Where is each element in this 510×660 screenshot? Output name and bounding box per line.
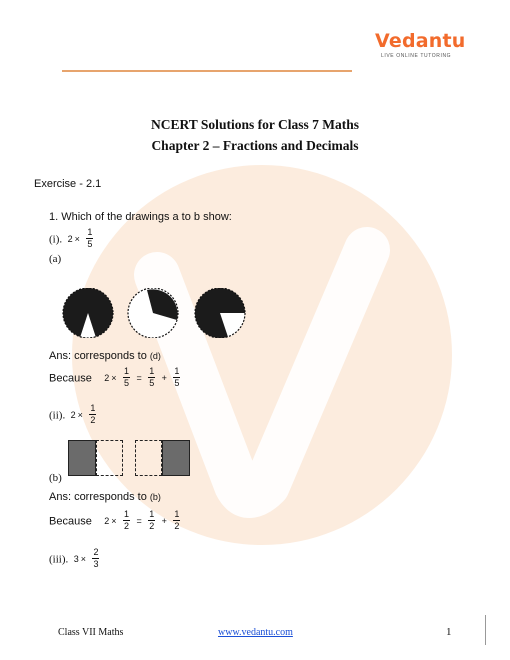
footer-website-link[interactable]: www.vedantu.com — [218, 627, 293, 638]
square-shaded — [68, 440, 96, 476]
whole-number: 3 — [73, 553, 79, 564]
denominator: 2 — [149, 521, 155, 531]
part-label: (ii). — [49, 409, 66, 422]
numerator: 1 — [90, 403, 96, 413]
pie-one-fifth — [128, 288, 178, 338]
numerator: 1 — [124, 509, 130, 519]
part-i-expression — [49, 228, 94, 249]
numerator: 1 — [149, 366, 155, 376]
part-label: (i). — [49, 233, 63, 246]
whole-number: 2 — [70, 409, 76, 420]
equals-sign: = — [136, 515, 142, 526]
footer-class-label: Class VII Maths — [58, 627, 124, 638]
multiply-sign: × — [74, 233, 80, 244]
because-ii — [49, 510, 181, 531]
fraction — [173, 510, 180, 531]
because-label: Because — [49, 515, 92, 528]
multiply-sign: × — [111, 515, 117, 526]
answer-ii — [49, 491, 161, 503]
equals-sign: = — [136, 372, 142, 383]
square-empty — [96, 440, 123, 476]
question-text: 1. Which of the drawings a to b show: — [49, 211, 232, 223]
denominator: 5 — [124, 378, 130, 388]
denominator: 2 — [174, 521, 180, 531]
fraction — [123, 510, 130, 531]
figure-label: (b) — [49, 472, 62, 484]
numerator: 1 — [124, 366, 130, 376]
multiply-sign: × — [80, 553, 86, 564]
numerator: 2 — [93, 547, 99, 557]
pie-shaded-majority — [63, 288, 113, 338]
answer-prefix: Ans: corresponds to — [49, 491, 147, 503]
answer-prefix: Ans: corresponds to — [49, 350, 147, 362]
page-number: 1 — [446, 626, 452, 638]
square-empty — [135, 440, 162, 476]
header-divider — [62, 70, 352, 72]
answer-value: (d) — [149, 351, 161, 361]
multiply-sign: × — [111, 372, 117, 383]
plus-sign: + — [161, 515, 167, 526]
denominator: 5 — [87, 239, 93, 249]
fraction — [148, 510, 155, 531]
because-label: Because — [49, 372, 92, 385]
part-label: (iii). — [49, 553, 69, 566]
fraction — [148, 367, 155, 388]
numerator: 1 — [174, 366, 180, 376]
fraction — [86, 228, 93, 249]
whole-number: 2 — [67, 233, 73, 244]
fraction — [123, 367, 130, 388]
answer-i — [49, 350, 161, 362]
footer-divider — [485, 615, 486, 645]
whole-number: 2 — [104, 515, 110, 526]
square-figures — [68, 440, 198, 478]
logo-wordmark: Vedantu — [375, 30, 466, 52]
numerator: 1 — [149, 509, 155, 519]
denominator: 5 — [174, 378, 180, 388]
page-title: NCERT Solutions for Class 7 Maths — [151, 117, 359, 132]
denominator: 2 — [90, 415, 96, 425]
denominator: 2 — [124, 521, 130, 531]
denominator: 5 — [149, 378, 155, 388]
answer-value: (b) — [149, 492, 161, 502]
because-i — [49, 367, 181, 388]
numerator: 1 — [174, 509, 180, 519]
fraction — [89, 404, 96, 425]
logo-tagline: LIVE ONLINE TUTORING — [381, 53, 452, 59]
vedantu-logo[interactable] — [375, 30, 475, 59]
part-ii-expression — [49, 404, 97, 425]
exercise-heading: Exercise - 2.1 — [34, 178, 102, 190]
part-iii-expression — [49, 548, 100, 569]
multiply-sign: × — [77, 409, 83, 420]
square-shaded — [162, 440, 190, 476]
fraction — [173, 367, 180, 388]
denominator: 3 — [93, 559, 99, 569]
figure-label: (a) — [49, 253, 62, 265]
pie-figures — [60, 288, 250, 338]
chapter-title: Chapter 2 – Fractions and Decimals — [151, 138, 359, 153]
fraction — [92, 548, 99, 569]
whole-number: 2 — [104, 372, 110, 383]
numerator: 1 — [87, 227, 93, 237]
plus-sign: + — [161, 372, 167, 383]
pie-half — [195, 288, 245, 338]
